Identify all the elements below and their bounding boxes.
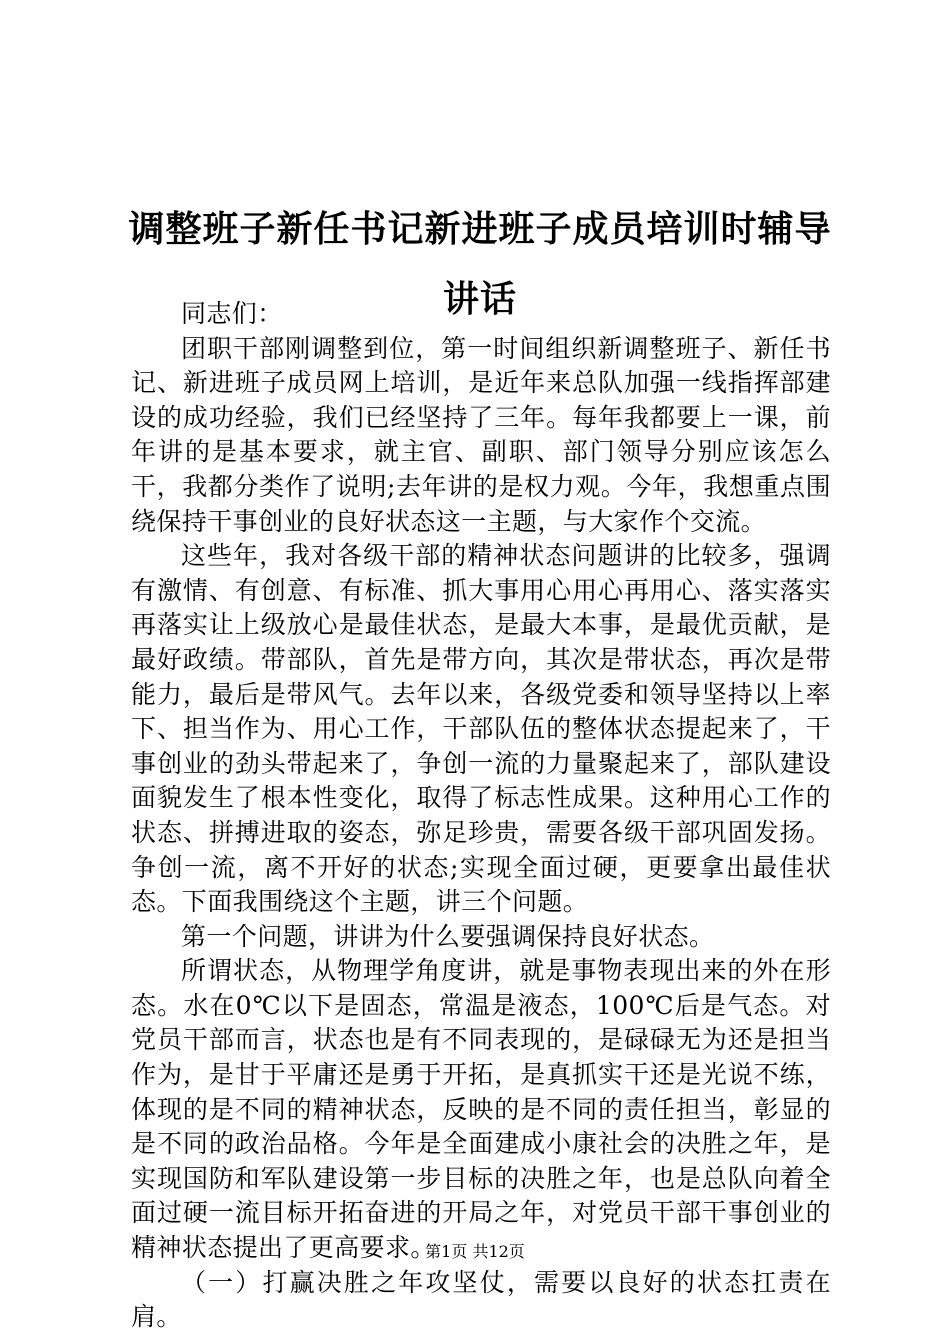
section-heading-1: 第一个问题，讲讲为什么要强调保持良好状态。 — [181, 921, 715, 951]
salutation: 同志们： — [181, 299, 283, 328]
paragraph-definition: 所谓状态，从物理学角度讲，就是事物表现出来的外在形态。水在0℃以下是固态，常温是液态，100℃后是气态。对党员干部而言，状态也是有不同表现的，是碌碌无为还是担当作为，是甘于平庸还是勇于开拓，是真抓实干还是光说不练，体现的是不同的精神状态，反映的是不同的责任担当，彰显的是不同的政治品格。今年是全面建成小康社会的决胜之年，是实现国防和军队建设第一步目标的决胜之年，也是总队向着全面过硬一流目标开拓奋进的开局之年，对党员干部干事创业的精神状态提出了更高要求。 — [131, 956, 831, 1263]
document-title: 调整班子新任书记新进班子成员培训时辅导讲话 — [128, 208, 832, 321]
document-body — [131, 297, 831, 1335]
paragraph-intro: 团职干部刚调整到位，第一时间组织新调整班子、新任书记、新进班子成员网上培训，是近年来总队加强一线指挥部建设的成功经验，我们已经坚持了三年。每年我都要上一课，前年讲的是基本要求，就主官、副职、部门领导分别应该怎么干，我都分类作了说明;去年讲的是权力观。今年，我想重点围绕保持干事创业的良好状态这一主题，与大家作个交流。 — [131, 333, 831, 536]
paragraph-state: 这些年，我对各级干部的精神状态问题讲的比较多，强调有激情、有创意、有标准、抓大事用心用心再用心、落实落实再落实让上级放心是最佳状态，是最大本事，是最优贡献，是最好政绩。带部队，首先是带方向，其次是带状态，再次是带能力，最后是带风气。去年以来，各级党委和领导坚持以上率下、担当作为、用心工作，干部队伍的整体状态提起来了，干事创业的劲头带起来了，争创一流的力量聚起来了，部队建设面貌发生了根本性变化，取得了标志性成果。这种用心工作的状态、拼搏进取的姿态，弥足珍贵，需要各级干部巩固发扬。争创一流，离不开好的状态;实现全面过硬，更要拿出最佳状态。下面我围绕这个主题，讲三个问题。 — [131, 541, 831, 917]
page-footer: 第1页 共12页 — [425, 1242, 525, 1261]
subsection-heading-1: （一）打赢决胜之年攻坚仗，需要以良好的状态扛责在肩。 — [131, 1267, 831, 1332]
